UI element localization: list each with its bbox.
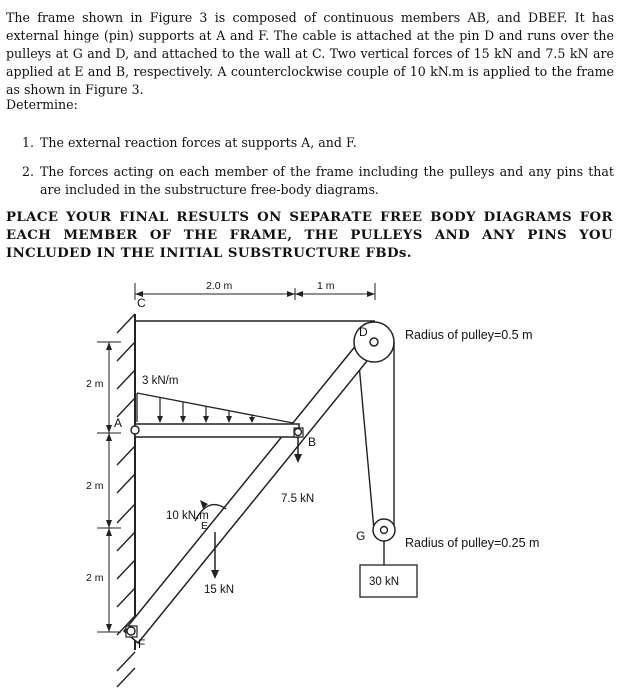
determine-text: Determine: — [6, 97, 78, 112]
dist-load-label: 3 kN/m — [142, 375, 179, 387]
dim-left-3-label: 2 m — [86, 572, 104, 584]
top-dimension — [135, 283, 375, 300]
radius-d-label: Radius of pulley=0.5 m — [405, 328, 533, 342]
force-b-label: 7.5 kN — [281, 493, 315, 505]
couple-label: 10 kN.m — [166, 510, 209, 522]
dim-left-1-label: 2 m — [86, 378, 104, 390]
force-e-arrowhead — [211, 570, 219, 579]
pin-g — [381, 527, 388, 534]
task-item-1-number: 1. — [22, 135, 35, 150]
radius-g-label: Radius of pulley=0.25 m — [405, 536, 540, 550]
point-d-label: D — [359, 325, 368, 339]
point-g-label: G — [356, 529, 366, 543]
weight-label: 30 kN — [369, 576, 400, 588]
point-e-label: E — [201, 520, 209, 532]
force-e-label: 15 kN — [204, 584, 235, 596]
task-item-1 — [22, 134, 614, 152]
pin-a — [131, 426, 139, 434]
member-ab — [135, 424, 299, 437]
task-item-2-text: The forces acting on each member of the frame including the pulleys and any pins that are included in the substructure free-body diagrams. — [40, 164, 614, 197]
determine-heading — [6, 96, 614, 114]
pin-d — [370, 338, 378, 346]
point-b-label: B — [308, 435, 317, 449]
dim-top-1-label: 2.0 m — [206, 280, 233, 292]
pin-b — [295, 429, 302, 436]
problem-statement — [6, 9, 614, 99]
final-results-instruction: PLACE YOUR FINAL RESULTS ON SEPARATE FREE BODY DIAGRAMS FOR EACH MEMBER OF THE FRAME, THE PULLEYS AND ANY PINS YOU INCLUDED IN THE INITIAL SUBSTRUCTURE FBDs. — [6, 210, 613, 261]
pin-f — [127, 627, 135, 635]
dim-top-2-label: 1 m — [317, 280, 335, 292]
dim-left-2-label: 2 m — [86, 480, 104, 492]
task-item-2-number: 2. — [22, 164, 35, 179]
problem-statement-text: The frame shown in Figure 3 is composed of continuous members AB, and DBEF. It has external hinge (pin) supports at A and F. The cable is attached at the pin D and runs over the pulleys at G and D, and attached to the wall at C. Two vertical forces of 15 kN and 7.5 kN are applied at E and B, respectively. A counterclockwise couple of 10 kN.m is applied to the frame as shown in Figure 3. — [6, 10, 614, 97]
task-item-1-text: The external reaction forces at supports A, and F. — [40, 135, 357, 150]
dist-load-arrowheads — [157, 416, 255, 423]
couple-arrowhead — [200, 500, 208, 509]
frame-figure — [0, 268, 619, 700]
force-b-arrowhead — [294, 454, 302, 463]
task-item-2 — [22, 163, 614, 199]
point-f-label: F — [138, 637, 146, 651]
point-a-label: A — [114, 416, 123, 430]
point-c-label: C — [137, 296, 146, 310]
